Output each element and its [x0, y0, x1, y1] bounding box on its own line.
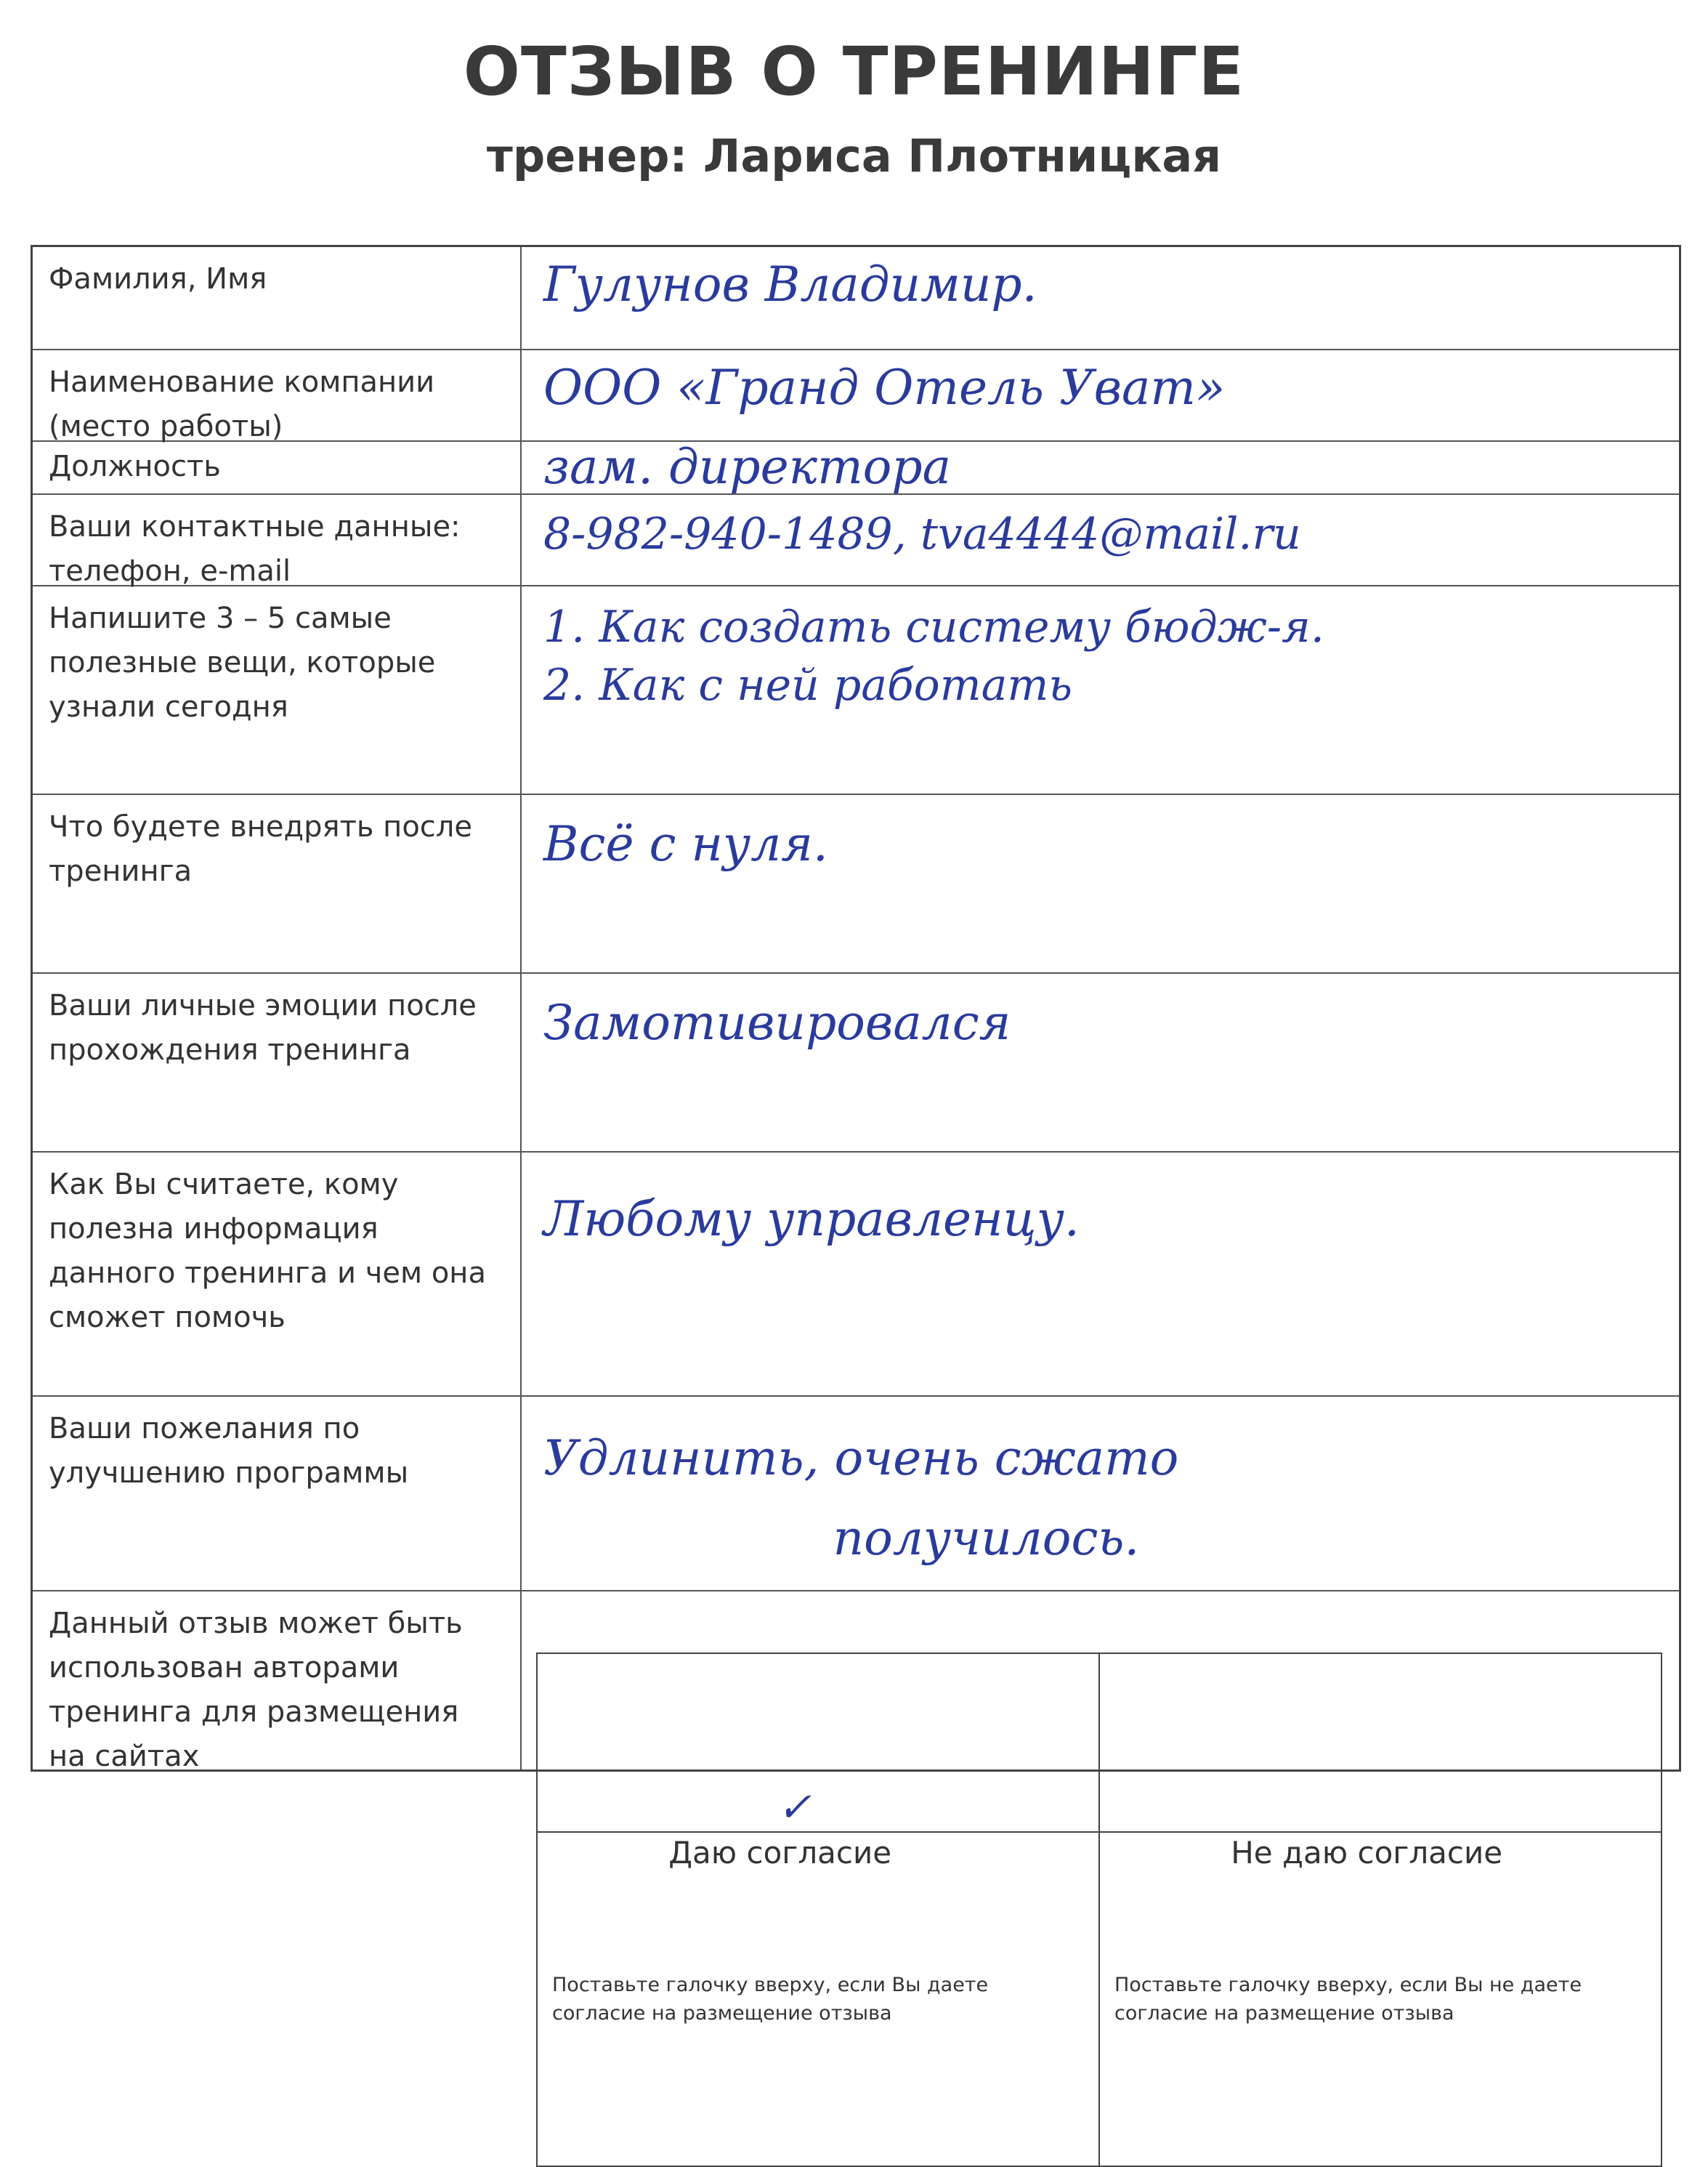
- consent-cell: [522, 1591, 1679, 2025]
- form-row-name: [33, 247, 1679, 350]
- checkmark-icon[interactable]: ✓: [777, 1784, 811, 1831]
- company-label: Наименование компании (место работы): [33, 350, 522, 440]
- form-row-useful-things: [33, 586, 1679, 795]
- consent-box: [536, 1653, 1662, 2167]
- name-field[interactable]: Гулунов Владимир.: [543, 257, 1037, 312]
- emotions-label: Ваши личные эмоции после прохождения тренинга: [33, 974, 522, 1151]
- agree-note: Поставьте галочку вверху, если Вы даете согласие на размещение отзыва: [552, 1974, 995, 2025]
- form-row-contacts: [33, 495, 1679, 586]
- useful-things-label: Напишите 3 – 5 самые полезные вещи, которые узнали сегодня: [33, 586, 522, 794]
- wishes-label: Ваши пожелания по улучшению программы: [33, 1397, 522, 1590]
- position-label: Должность: [33, 442, 522, 493]
- disagree-label: Не даю согласие: [1231, 1835, 1503, 1871]
- consent-label: Данный отзыв может быть использован авторами тренинга для размещения на сайтах: [33, 1591, 522, 1769]
- implement-field[interactable]: Всё с нуля.: [543, 816, 828, 872]
- contacts-label: Ваши контактные данные: телефон, e-mail: [33, 495, 522, 585]
- form-row-wishes: [33, 1397, 1679, 1591]
- consent-agree-option[interactable]: [538, 1654, 1098, 2166]
- emotions-field[interactable]: Замотивировался: [543, 995, 1011, 1051]
- agree-label: Даю согласие: [668, 1835, 892, 1871]
- company-field[interactable]: ООО «Гранд Отель Уват»: [543, 360, 1226, 416]
- form-row-emotions: [33, 974, 1679, 1153]
- name-label: Фамилия, Имя: [33, 247, 522, 349]
- contacts-field[interactable]: 8-982-940-1489, tva4444@mail.ru: [543, 509, 1301, 560]
- form-row-company: [33, 350, 1679, 442]
- usefulness-label: Как Вы считаете, кому полезна информация данного тренинга и чем она сможет помочь: [33, 1153, 522, 1395]
- position-field[interactable]: зам. директора: [543, 439, 951, 495]
- disagree-note: Поставьте галочку вверху, если Вы не даете согласие на размещение отзыва: [1114, 1974, 1588, 2025]
- form-row-usefulness: [33, 1153, 1679, 1397]
- page-title: ОТЗЫВ О ТРЕНИНГЕ: [463, 33, 1245, 110]
- form-row-implement: [33, 795, 1679, 974]
- consent-disagree-option[interactable]: [1098, 1654, 1661, 2166]
- implement-label: Что будете внедрять после тренинга: [33, 795, 522, 972]
- feedback-form: [31, 245, 1681, 2025]
- wishes-field[interactable]: Удлинить, очень сжато получилось.: [543, 1430, 1179, 1566]
- useful-things-field[interactable]: 1. Как создать систему бюдж-я. 2. Как с ней работать: [543, 602, 1324, 711]
- trainer-subtitle: тренер: Лариса Плотницкая: [486, 129, 1222, 182]
- form-row-position: [33, 439, 1679, 495]
- form-row-consent: [33, 1591, 1679, 2025]
- usefulness-field[interactable]: Любому управленцу.: [543, 1191, 1080, 1247]
